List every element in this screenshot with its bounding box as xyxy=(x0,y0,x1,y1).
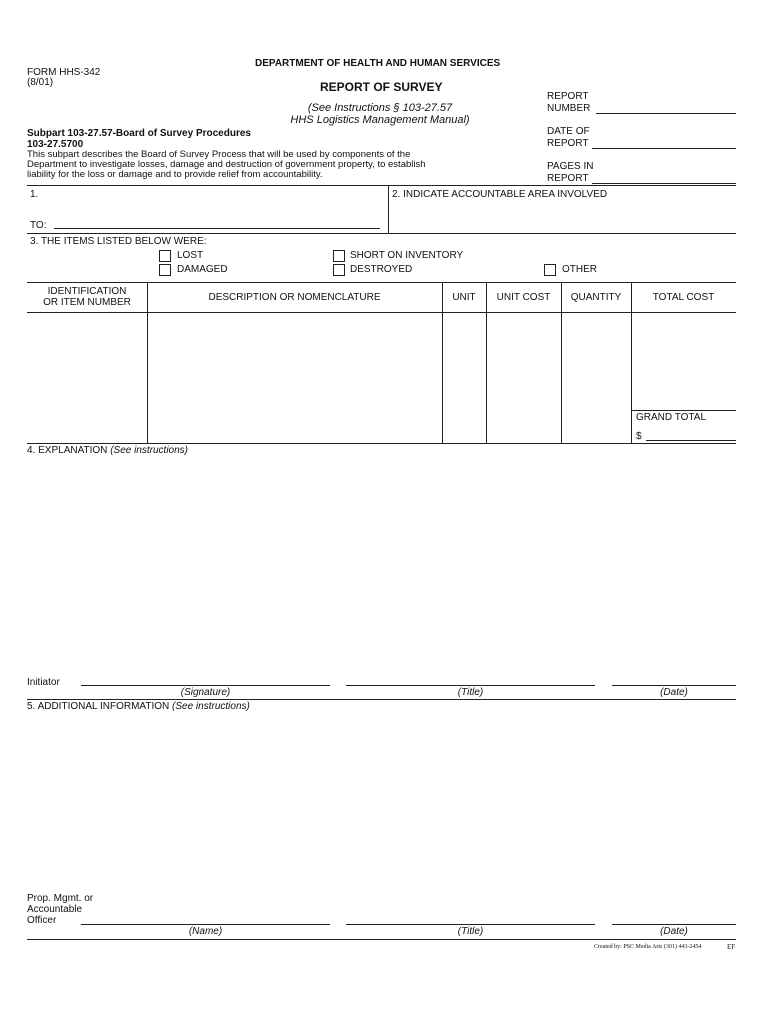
column-header-identification: IDENTIFICATION xyxy=(47,286,127,297)
report-number-underline xyxy=(596,113,736,114)
lost-checkbox[interactable] xyxy=(159,250,171,262)
table-bottom-rule xyxy=(27,443,736,444)
column-header-quantity: QUANTITY xyxy=(570,292,622,303)
initiator-signature-input[interactable] xyxy=(83,672,328,684)
column-header-total-cost: TOTAL COST xyxy=(652,292,715,303)
to-label: TO: xyxy=(30,220,47,231)
currency-symbol: $ xyxy=(636,431,642,442)
additional-information-input[interactable] xyxy=(27,714,736,888)
department-name: DEPARTMENT OF HEALTH AND HUMAN SERVICES xyxy=(255,58,501,69)
officer-name-input[interactable] xyxy=(83,911,328,923)
unit-cost-input[interactable] xyxy=(488,315,561,443)
report-number-input[interactable] xyxy=(598,101,734,113)
table-divider-1 xyxy=(147,282,148,443)
officer-label-2: Accountable xyxy=(27,904,83,915)
pages-in-report-input[interactable] xyxy=(594,171,734,183)
report-number-label-1: REPORT xyxy=(547,91,589,102)
accountable-area-input[interactable] xyxy=(392,201,736,233)
date-of-report-underline xyxy=(592,148,736,149)
section-3-label: 3. THE ITEMS LISTED BELOW WERE: xyxy=(30,236,207,247)
description-input[interactable] xyxy=(150,315,442,443)
to-underline xyxy=(54,228,380,229)
subpart-title: Subpart 103-27.57-Board of Survey Procedures xyxy=(27,128,251,139)
grand-total-rule xyxy=(631,410,736,411)
table-header-rule xyxy=(27,312,736,313)
initiator-title-line xyxy=(346,685,595,686)
officer-title-line xyxy=(346,924,595,925)
initiator-signature-line xyxy=(81,685,330,686)
initiator-date-caption: (Date) xyxy=(660,687,688,698)
date-of-report-label-1: DATE OF xyxy=(547,126,590,137)
initiator-title-caption: (Title) xyxy=(457,687,484,698)
section-5-label: 5. ADDITIONAL INFORMATION (See instructions) xyxy=(27,701,250,712)
column-header-item-number: OR ITEM NUMBER xyxy=(43,297,131,308)
report-number-label-2: NUMBER xyxy=(547,103,591,114)
page-title: REPORT OF SURVEY xyxy=(320,80,443,94)
form-bottom-rule xyxy=(27,939,736,940)
date-of-report-input[interactable] xyxy=(594,136,734,148)
subpart-description-1: This subpart describes the Board of Survey Process that will be used by components of the xyxy=(27,149,411,160)
unit-input[interactable] xyxy=(444,315,486,443)
initiator-title-input[interactable] xyxy=(348,672,593,684)
officer-label-3: Officer xyxy=(27,915,57,926)
destroyed-label: DESTROYED xyxy=(350,264,413,275)
table-top-rule xyxy=(27,282,736,283)
grand-total-input[interactable] xyxy=(648,428,734,440)
subpart-code: 103-27.5700 xyxy=(27,139,84,150)
short-on-inventory-checkbox[interactable] xyxy=(333,250,345,262)
signature-caption: (Signature) xyxy=(180,687,231,698)
date-of-report-label-2: REPORT xyxy=(547,138,589,149)
subpart-description-3: liability for the loss or damage and to provide relief from accountability. xyxy=(27,169,323,180)
subpart-description-2: Department to investigate losses, damage and destruction of government property, to establish xyxy=(27,159,426,170)
instructions-line-1: (See Instructions § 103-27.57 xyxy=(307,102,453,114)
grand-total-underline xyxy=(646,440,736,441)
other-checkbox[interactable] xyxy=(544,264,556,276)
pages-in-report-underline xyxy=(592,183,736,184)
section-5-top-rule xyxy=(27,699,736,700)
instructions-line-2: HHS Logistics Management Manual) xyxy=(290,114,470,126)
column-header-description: DESCRIPTION OR NOMENCLATURE xyxy=(208,292,381,303)
to-input[interactable] xyxy=(56,216,378,228)
section-2-label: 2. INDICATE ACCOUNTABLE AREA INVOLVED xyxy=(392,189,608,200)
footer-credit: Created by: PSC Media Arts (301) 443-2454 xyxy=(594,944,702,950)
section-4-label: 4. EXPLANATION (See instructions) xyxy=(27,445,188,456)
table-divider-3 xyxy=(486,282,487,443)
name-caption: (Name) xyxy=(188,926,223,937)
damaged-label: DAMAGED xyxy=(177,264,228,275)
section-1-number: 1. xyxy=(30,189,39,200)
footer-code: EF xyxy=(727,943,736,951)
damaged-checkbox[interactable] xyxy=(159,264,171,276)
section-1-top-rule xyxy=(27,185,736,186)
initiator-date-line xyxy=(612,685,736,686)
explanation-input[interactable] xyxy=(27,458,736,672)
initiator-date-input[interactable] xyxy=(614,672,734,684)
table-divider-4 xyxy=(561,282,562,443)
pages-in-report-label-1: PAGES IN xyxy=(547,161,594,172)
officer-date-input[interactable] xyxy=(614,911,734,923)
pages-in-report-label-2: REPORT xyxy=(547,173,589,184)
section-1-2-divider xyxy=(388,185,389,233)
form-id: FORM HHS-342 xyxy=(27,67,101,78)
officer-date-line xyxy=(612,924,736,925)
other-label: OTHER xyxy=(562,264,597,275)
destroyed-checkbox[interactable] xyxy=(333,264,345,276)
officer-label-1: Prop. Mgmt. or xyxy=(27,893,94,904)
lost-label: LOST xyxy=(177,250,204,261)
item-number-input[interactable] xyxy=(29,315,147,443)
table-divider-2 xyxy=(442,282,443,443)
form-date: (8/01) xyxy=(27,77,54,88)
column-header-unit: UNIT xyxy=(452,292,476,303)
quantity-input[interactable] xyxy=(563,315,631,443)
total-cost-input[interactable] xyxy=(633,315,736,409)
officer-name-line xyxy=(81,924,330,925)
officer-date-caption: (Date) xyxy=(660,926,688,937)
table-divider-5 xyxy=(631,282,632,443)
officer-title-caption: (Title) xyxy=(457,926,484,937)
short-on-inventory-label: SHORT ON INVENTORY xyxy=(350,250,464,261)
grand-total-label: GRAND TOTAL xyxy=(636,412,707,423)
initiator-label: Initiator xyxy=(27,677,60,688)
section-1-address-input[interactable] xyxy=(40,188,388,218)
officer-title-input[interactable] xyxy=(348,911,593,923)
column-header-unit-cost: UNIT COST xyxy=(496,292,551,303)
section-3-top-rule xyxy=(27,233,736,234)
